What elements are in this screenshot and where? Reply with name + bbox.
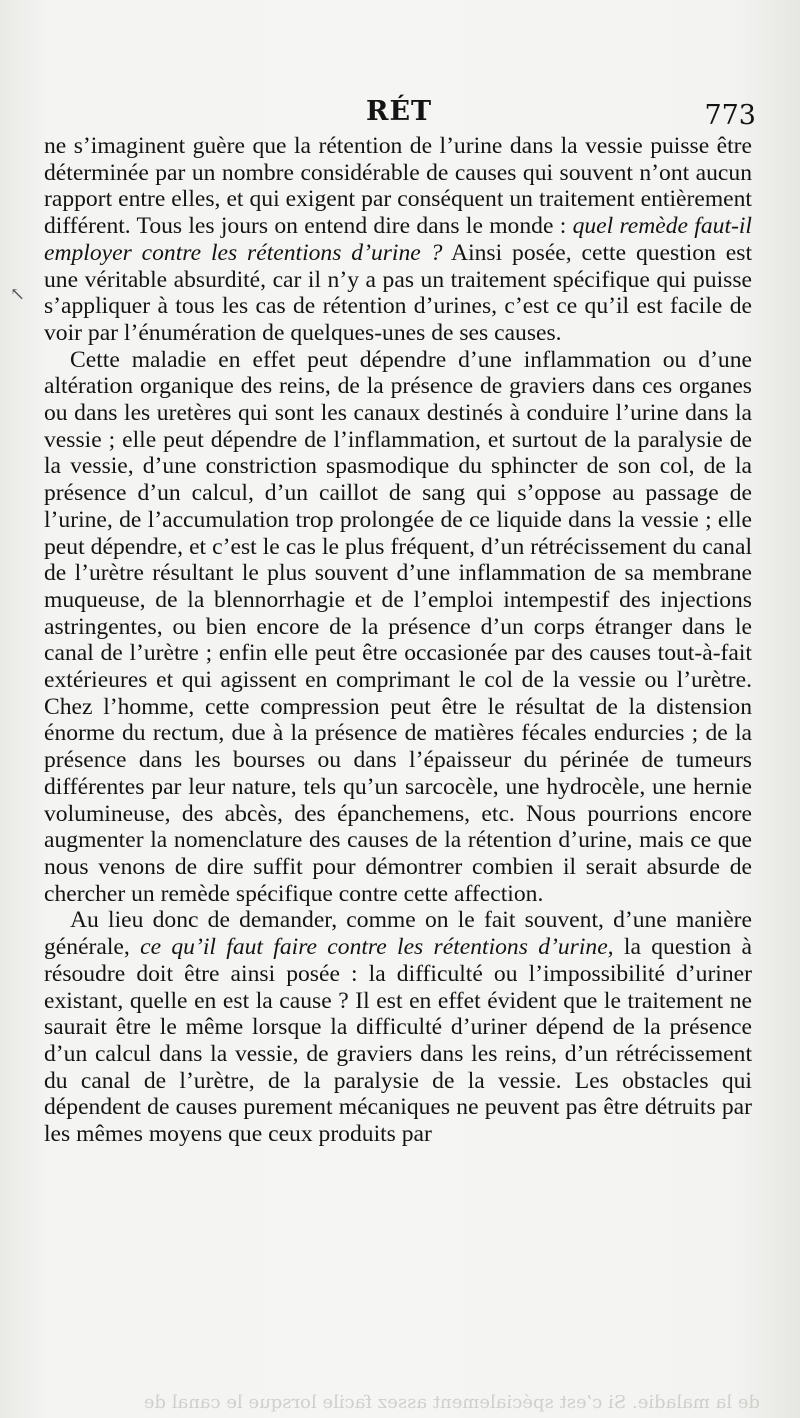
page-header (0, 96, 800, 136)
paragraph-3-end: la question à résoudre doit être ainsi posée : la difficulté ou l’impossibilité d’uriner existant, quelle en est la cause ? Il est en effet évident que le traitement ne saurait être le même lorsque la difficulté d’uriner dépend de la présence d’un calcul dans la vessie, de graviers dans les reins, d’un rétrécissement du canal de l’urètre, de la paralysie de la vessie. Les obstacles qui dépendent de causes purement mécaniques ne peuvent pas être détruits par les mêmes moyens que ceux produits par (44, 934, 752, 1148)
paragraph-3-italic: ce qu’il faut faire contre les rétentions d’urine, (140, 934, 614, 961)
body-text (44, 133, 752, 1148)
paragraph-1-italic: quel remède faut-il employer contre les rétentions d’urine ? (44, 213, 752, 266)
paragraph-1-end: Ainsi posée, cette question est une véritable absurdité, car il n’y a pas un traitement spécifique qui puisse s’appliquer à tous les cas de rétention d’urines, c’est ce qu’il est facile de voir par l’énumération de quelques-unes de ses causes. (44, 239, 752, 346)
paragraph-1-text: ne s’imaginent guère que la rétention de l’urine dans la vessie puisse être déterminée par un nombre considérable de causes qui souvent n’ont aucun rapport entre elles, et qui exigent par conséquent un traitement entièrement différent. Tous les jours on entend dire dans le monde : (44, 133, 752, 240)
page-number: 773 (704, 100, 756, 131)
margin-mark: ↖ (10, 284, 26, 305)
running-head: RÉT (366, 96, 433, 127)
paragraph-1 (44, 133, 752, 347)
paragraph-2: Cette maladie en effet peut dépendre d’une inflammation ou d’une altération organique des reins, de la présence de graviers dans ces organes ou dans les uretères qui sont les canaux destinés à conduire l’urine dans la vessie ; elle peut dépendre de l’inflammation, et surtout de la paralysie de la vessie, d’une constriction spasmodique du sphincter de son col, de la présence d’un calcul, d’un caillot de sang qui s’oppose au passage de l’urine, de l’accumulation trop prolongée de ce liquide dans la vessie ; elle peut dépendre, et c’est le cas le plus fréquent, d’un rétrécissement du canal de l’urètre résultant le plus souvent d’une inflammation de sa membrane muqueuse, de la blennorrhagie et de l’emploi intempestif des injections astringentes, ou bien encore de la présence d’un corps étranger dans le canal de l’urètre ; enfin elle peut être occasionée par des causes tout-à-fait extérieures et qui agissent en comprimant le col de la vessie ou l’urètre. Chez l’homme, cette compression peut être le résultat de la distension énorme du rectum, due à la présence de matières fécales endurcies ; de la présence dans les bourses ou dans l’épaisseur du périnée de tumeurs différentes par leur nature, tels qu’un sarcocèle, une hydrocèle, une hernie volumineuse, des abcès, des épanchemens, etc. Nous pourrions encore augmenter la nomenclature des causes de la rétention d’urine, mais ce que nous venons de dire suffit pour démontrer combien il serait absurde de chercher un remède spécifique contre cette affection. (44, 346, 752, 907)
paragraph-3-text: Au lieu donc de demander, comme on le fait souvent, d’une manière générale, (44, 907, 752, 961)
bleed-through-text: de la maladie. Si c’est spécialement assez facile lorsque le canal de (143, 1392, 760, 1413)
paragraph-3 (44, 907, 752, 1147)
